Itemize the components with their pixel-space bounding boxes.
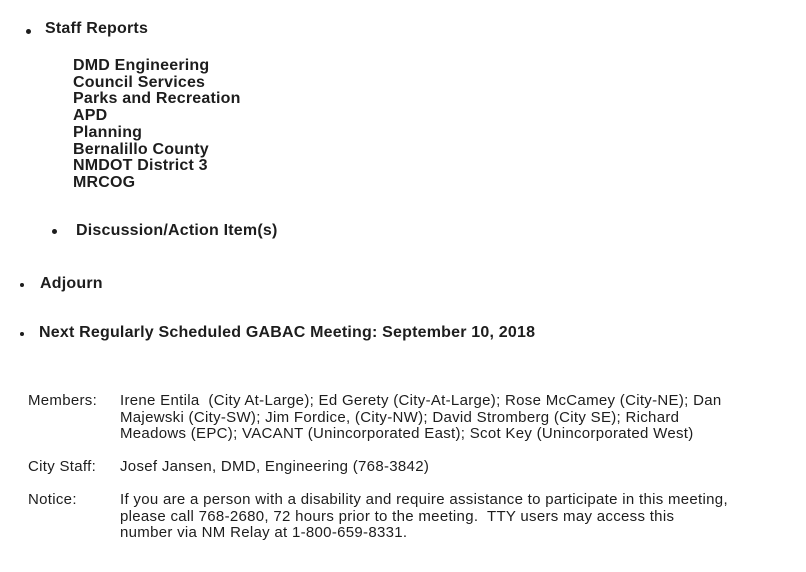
discussion-action-item: Discussion/Action Item(s) xyxy=(76,222,278,239)
members-line: Irene Entila (City At-Large); Ed Gerety (City-At-Large); Rose McCamey (City-NE); Dan xyxy=(120,392,722,409)
members-label: Members: xyxy=(28,392,98,409)
city-staff-value xyxy=(120,459,429,476)
department-item: Bernalillo County xyxy=(73,140,209,158)
department-item: APD xyxy=(73,107,108,125)
members-line: Majewski (City-SW); Jim Fordice, (City-NW); David Stromberg (City SE); Richard xyxy=(120,408,680,426)
notice-line: If you are a person with a disability and require assistance to participate in this meeting, xyxy=(120,491,728,508)
department-item: Council Services xyxy=(73,73,206,91)
adjourn-item: Adjourn xyxy=(40,275,103,292)
notice-label: Notice: xyxy=(28,491,77,508)
department-item: MRCOG xyxy=(73,173,136,191)
notice-text xyxy=(120,492,728,542)
department-item: Parks and Recreation xyxy=(73,90,241,108)
department-item: Planning xyxy=(73,123,143,141)
bullet-icon xyxy=(26,29,31,34)
city-staff-label: City Staff: xyxy=(28,458,97,475)
staff-reports-department-list xyxy=(73,58,241,192)
city-staff-line: Josef Jansen, DMD, Engineering (768-3842) xyxy=(120,458,430,475)
bullet-icon xyxy=(20,332,24,336)
department-item: DMD Engineering xyxy=(73,57,210,74)
members-list xyxy=(120,393,722,443)
bullet-icon xyxy=(20,283,24,287)
members-line: Meadows (EPC); VACANT (Unincorporated East); Scot Key (Unincorporated West) xyxy=(120,425,694,443)
next-meeting-item: Next Regularly Scheduled GABAC Meeting: September 10, 2018 xyxy=(39,324,536,341)
staff-reports-heading: Staff Reports xyxy=(45,20,149,37)
notice-line: number via NM Relay at 1-800-659-8331. xyxy=(120,524,408,542)
bullet-icon xyxy=(52,229,57,234)
notice-line: please call 768-2680, 72 hours prior to the meeting. TTY users may access this xyxy=(120,507,675,525)
department-item: NMDOT District 3 xyxy=(73,157,208,175)
